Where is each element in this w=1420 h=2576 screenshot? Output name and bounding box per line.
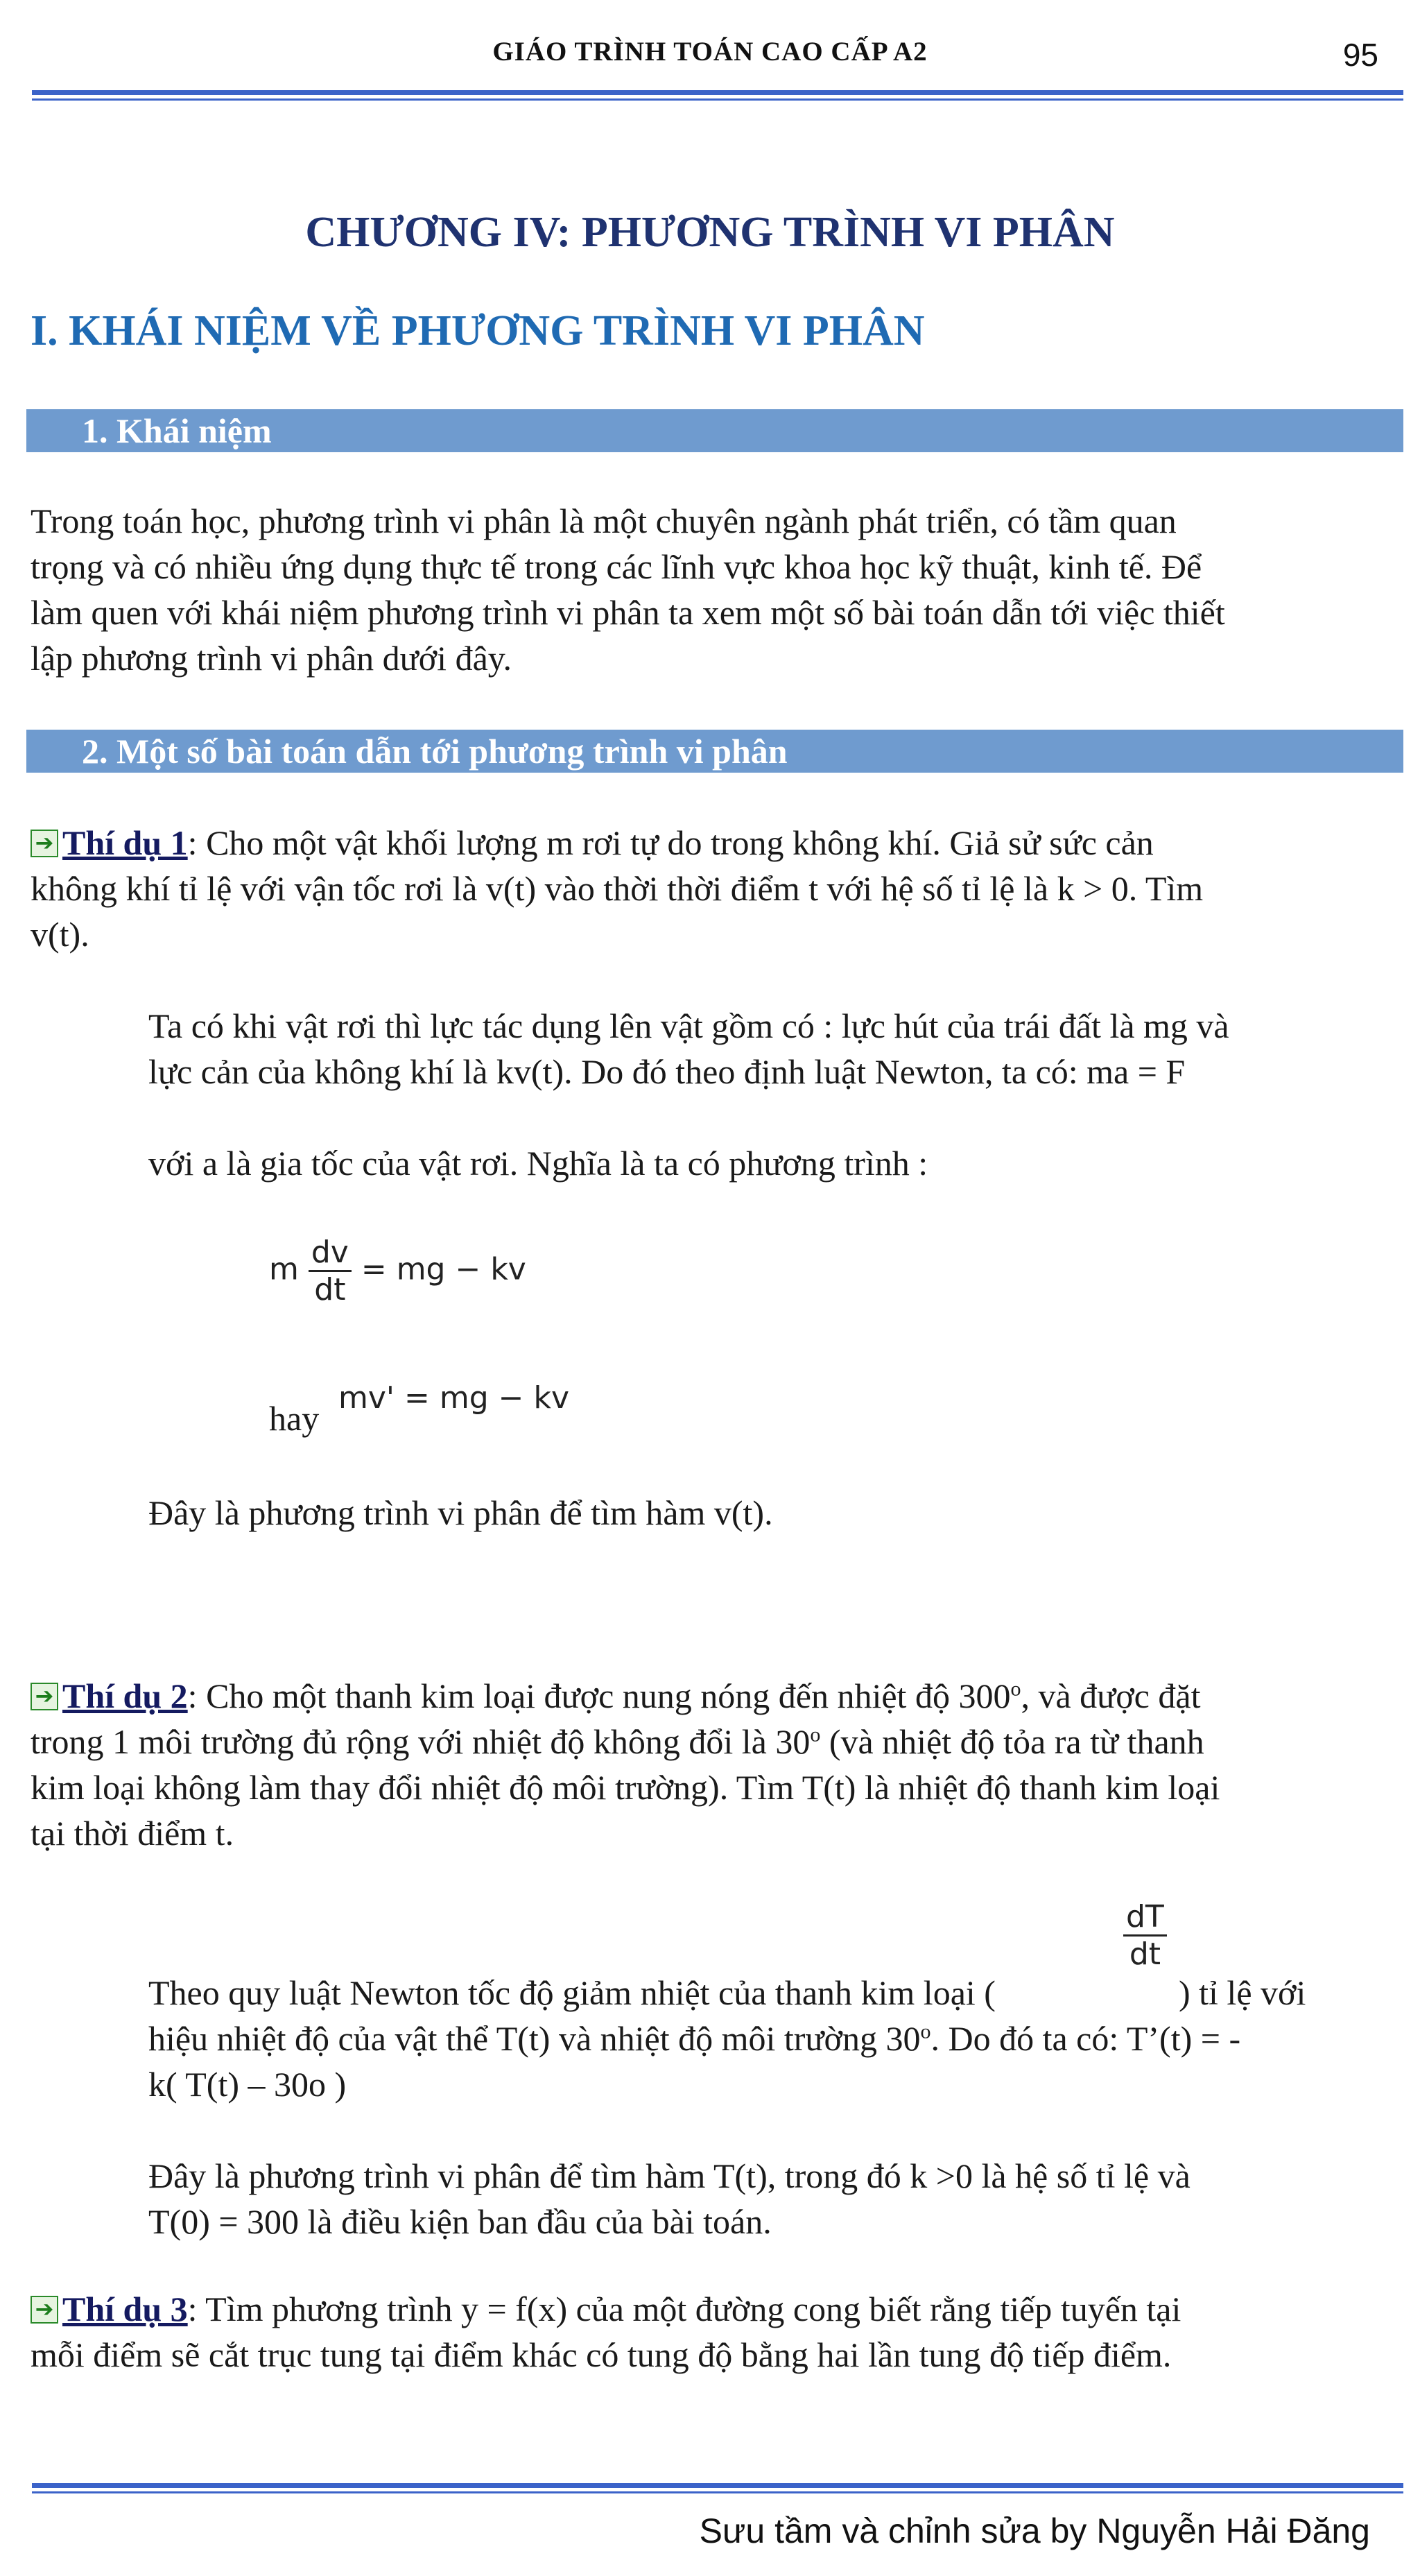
chapter-title: CHƯƠNG IV: PHƯƠNG TRÌNH VI PHÂN [305, 209, 1115, 256]
formula-mass: m [269, 1251, 299, 1287]
running-header-title: GIÁO TRÌNH TOÁN CAO CẤP A2 [492, 37, 928, 67]
footer-credit: Sưu tầm và chỉnh sửa by Nguyễn Hải Đăng [699, 2511, 1370, 2550]
section-1-line: trọng và có nhiều ứng dụng thực tế trong các lĩnh vực khoa học kỹ thuật, kinh tế. Để [31, 547, 1202, 586]
header-rule-thin [32, 98, 1403, 101]
section-1-heading: 1. Khái niệm [82, 411, 272, 450]
example-2-label: Thí dụ 2 [62, 1676, 188, 1715]
example-2-line [31, 1719, 1204, 1764]
arrow-right-box-icon: ➔ [31, 1683, 58, 1710]
header-rule [32, 90, 1403, 95]
example-1-conclusion: Đây là phương trình vi phân để tìm hàm v(t). [148, 1493, 773, 1532]
example-2-line: tại thời điểm t. [31, 1814, 234, 1853]
example-2-line: kim loại không làm thay đổi nhiệt độ môi trường). Tìm T(t) là nhiệt độ thanh kim loại [31, 1768, 1220, 1807]
section-1-line: Trong toán học, phương trình vi phân là một chuyên ngành phát triển, có tầm quan [31, 501, 1177, 540]
example-2-text: trong 1 môi trường đủ rộng với nhiệt độ không đổi là 30 [31, 1722, 811, 1761]
example-1-solution-line: lực cản của không khí là kv(t). Do đó theo định luật Newton, ta có: ma = F [148, 1052, 1186, 1091]
fraction-denominator: dt [309, 1270, 352, 1307]
example-2-line [62, 1673, 1200, 1719]
footer-rule [32, 2483, 1403, 2488]
example-1-line: không khí tỉ lệ với vận tốc rơi là v(t) vào thời thời điểm t với hệ số tỉ lệ là k > 0. Tìm [31, 869, 1204, 908]
footer-rule-thin [32, 2491, 1403, 2493]
dT-dt-fraction [1123, 1899, 1167, 1972]
example-3-text: : Tìm phương trình y = f(x) của một đường cong biết rằng tiếp tuyến tại [187, 2290, 1181, 2328]
example-2-conclusion: Đây là phương trình vi phân để tìm hàm T(t), trong đó k >0 là hệ số tỉ lệ và [148, 2156, 1190, 2195]
example-2-solution-line: Theo quy luật Newton tốc độ giảm nhiệt của thanh kim loại ( [148, 1973, 996, 2012]
example-1-label: Thí dụ 1 [62, 823, 188, 862]
section-2-heading: 2. Một số bài toán dẫn tới phương trình vi phân [82, 732, 788, 771]
section-1-line: lập phương trình vi phân dưới đây. [31, 639, 512, 678]
example-2-solution-line: ) tỉ lệ với [1179, 1973, 1306, 2012]
example-2-conclusion: T(0) = 300 là điều kiện ban đầu của bài toán. [148, 2202, 772, 2241]
example-2-text: , và được đặt [1021, 1676, 1201, 1715]
degree-sup: o [810, 1723, 821, 1746]
degree-sup: o [1010, 1677, 1021, 1701]
derivative-fraction [309, 1235, 352, 1307]
example-3-label: Thí dụ 3 [62, 2290, 188, 2328]
example-3-line: mỗi điểm sẽ cắt trục tung tại điểm khác có tung độ bằng hai lần tung độ tiếp điểm. [31, 2335, 1172, 2374]
degree-sup: o [920, 2020, 931, 2043]
example-2-text: (và nhiệt độ tỏa ra từ thanh [820, 1722, 1204, 1761]
example-1-solution-line: với a là gia tốc của vật rơi. Nghĩa là ta có phương trình : [148, 1144, 928, 1183]
page-number: 95 [1342, 37, 1378, 73]
example-2-text: hiệu nhiệt độ của vật thể T(t) và nhiệt độ môi trường 30 [148, 2019, 921, 2058]
example-1-text: : Cho một vật khối lượng m rơi tự do trong không khí. Giả sử sức cản [187, 823, 1154, 862]
formula-newton-first [269, 1235, 526, 1307]
formula-newton-second: mv' = mg − kv [338, 1380, 569, 1416]
example-2-solution-line [148, 2016, 1240, 2061]
example-2-text: : Cho một thanh kim loại được nung nóng đến nhiệt độ 300 [187, 1676, 1011, 1715]
fraction-numerator: dT [1126, 1899, 1164, 1934]
example-1-solution-line: Ta có khi vật rơi thì lực tác dụng lên vật gồm có : lực hút của trái đất là mg và [148, 1006, 1229, 1045]
section-1-line: làm quen với khái niệm phương trình vi phân ta xem một số bài toán dẫn tới việc thiết [31, 593, 1225, 632]
part-title: I. KHÁI NIỆM VỀ PHƯƠNG TRÌNH VI PHÂN [31, 307, 925, 354]
arrow-right-box-icon: ➔ [31, 2296, 58, 2324]
example-1-line [62, 820, 1154, 866]
example-1-line: v(t). [31, 915, 89, 954]
fraction-numerator: dv [311, 1235, 349, 1270]
example-2-text: . Do đó ta có: T’(t) = - [930, 2019, 1241, 2058]
example-2-solution-line: k( T(t) – 30o ) [148, 2065, 347, 2104]
formula-rhs: = mg − kv [361, 1251, 526, 1287]
hay-label: hay [269, 1399, 320, 1438]
example-3-line [62, 2286, 1181, 2332]
fraction-denominator: dt [1123, 1934, 1167, 1972]
arrow-right-box-icon: ➔ [31, 830, 58, 857]
